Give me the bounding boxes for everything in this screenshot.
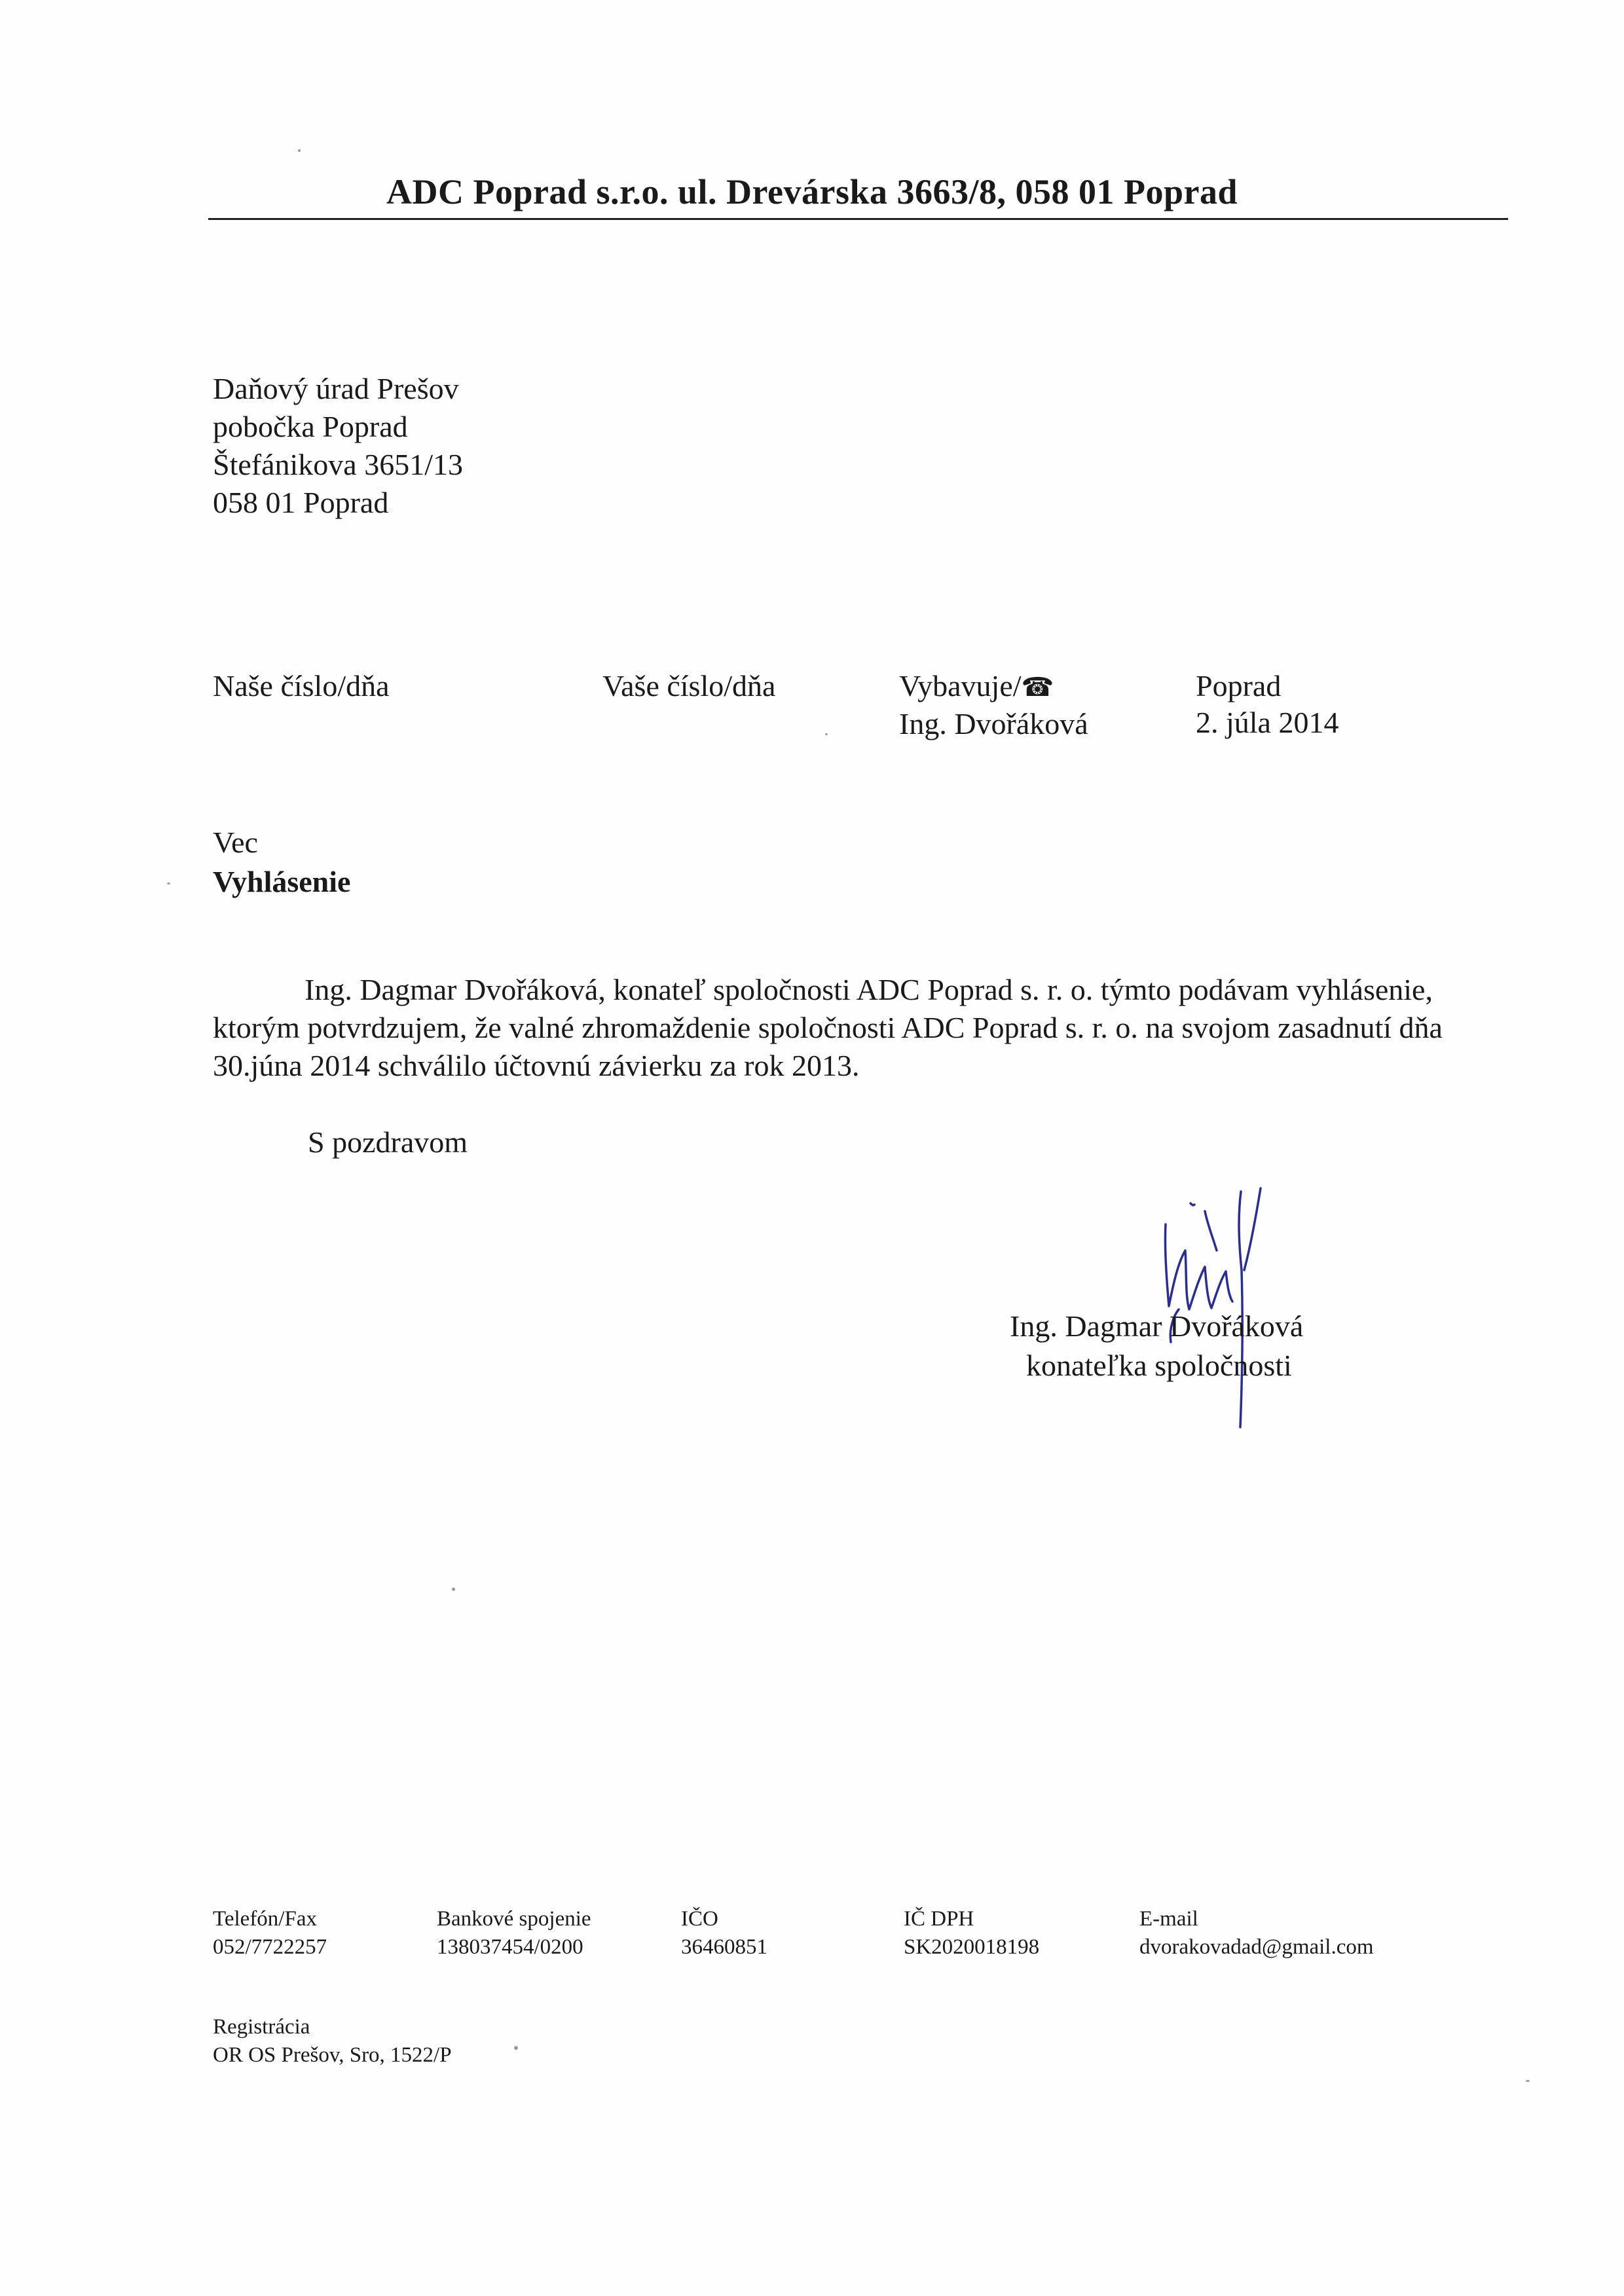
recipient-line: Štefánikova 3651/13 — [213, 448, 463, 481]
footer-phone-value: 052/7722257 — [213, 1935, 327, 1959]
recipient-line: pobočka Poprad — [213, 410, 408, 443]
our-reference-label: Naše číslo/dňa — [213, 669, 390, 702]
letterhead-rule — [208, 218, 1508, 220]
footer-vat — [904, 1905, 1039, 1961]
handler-label: Vybavuje/ — [899, 669, 1022, 702]
scan-speck — [298, 149, 301, 152]
footer-registration-value: OR OS Prešov, Sro, 1522/P — [213, 2043, 452, 2067]
footer-bank-value: 138037454/0200 — [437, 1935, 583, 1959]
letter-place: Poprad — [1196, 669, 1282, 702]
signatory-role: konateľka spoločnosti — [1026, 1349, 1292, 1382]
footer-registration — [213, 2013, 452, 2069]
your-reference-label: Vaše číslo/dňa — [602, 669, 776, 702]
subject-title: Vyhlásenie — [213, 865, 351, 898]
footer-phone-label: Telefón/Fax — [213, 1907, 317, 1931]
footer-phone — [213, 1905, 327, 1961]
footer-email-value: dvorakovadad@gmail.com — [1139, 1935, 1374, 1959]
signatory-name: Ing. Dagmar Dvořáková — [1010, 1309, 1304, 1343]
scan-speck — [514, 2046, 518, 2050]
footer-registration-label: Registrácia — [213, 2015, 310, 2039]
scan-speck — [825, 733, 828, 735]
telephone-icon: ☎ — [1021, 672, 1054, 702]
subject-label: Vec — [213, 826, 258, 859]
recipient-address — [213, 370, 463, 522]
footer-ico-label: IČO — [681, 1907, 718, 1931]
letterhead-title: ADC Poprad s.r.o. ul. Drevárska 3663/8, 058 01 Poprad — [386, 172, 1238, 211]
footer-email-label: E-mail — [1139, 1907, 1198, 1931]
footer-vat-value: SK2020018198 — [904, 1935, 1040, 1959]
subject-block — [213, 823, 350, 902]
handler-block — [899, 668, 1088, 742]
scan-speck — [1526, 2080, 1530, 2082]
scan-speck — [452, 1588, 455, 1591]
place-date-block — [1196, 668, 1338, 741]
footer-ico-value: 36460851 — [681, 1935, 767, 1959]
scan-speck — [167, 883, 170, 884]
body-paragraph: Ing. Dagmar Dvořáková, konateľ spoločnosti ADC Poprad s. r. o. týmto podávam vyhlásenie, ktorým potvrdzujem, že valné zhromaždenie spoločnosti ADC Poprad s. r. o. na svojom zasadnutí dňa 30.júna 2014 schválilo účtovnú závierku za rok 2013. — [213, 973, 1443, 1082]
recipient-line: Daňový úrad Prešov — [213, 372, 459, 405]
closing-greeting: S pozdravom — [308, 1125, 468, 1159]
footer-bank — [437, 1905, 591, 1961]
footer-email — [1139, 1905, 1374, 1961]
footer-bank-label: Bankové spojenie — [437, 1907, 591, 1931]
footer-ico — [681, 1905, 767, 1961]
recipient-line: 058 01 Poprad — [213, 486, 389, 519]
letter-date: 2. júla 2014 — [1196, 706, 1339, 739]
handler-name: Ing. Dvořáková — [899, 707, 1088, 740]
footer-vat-label: IČ DPH — [904, 1907, 974, 1931]
